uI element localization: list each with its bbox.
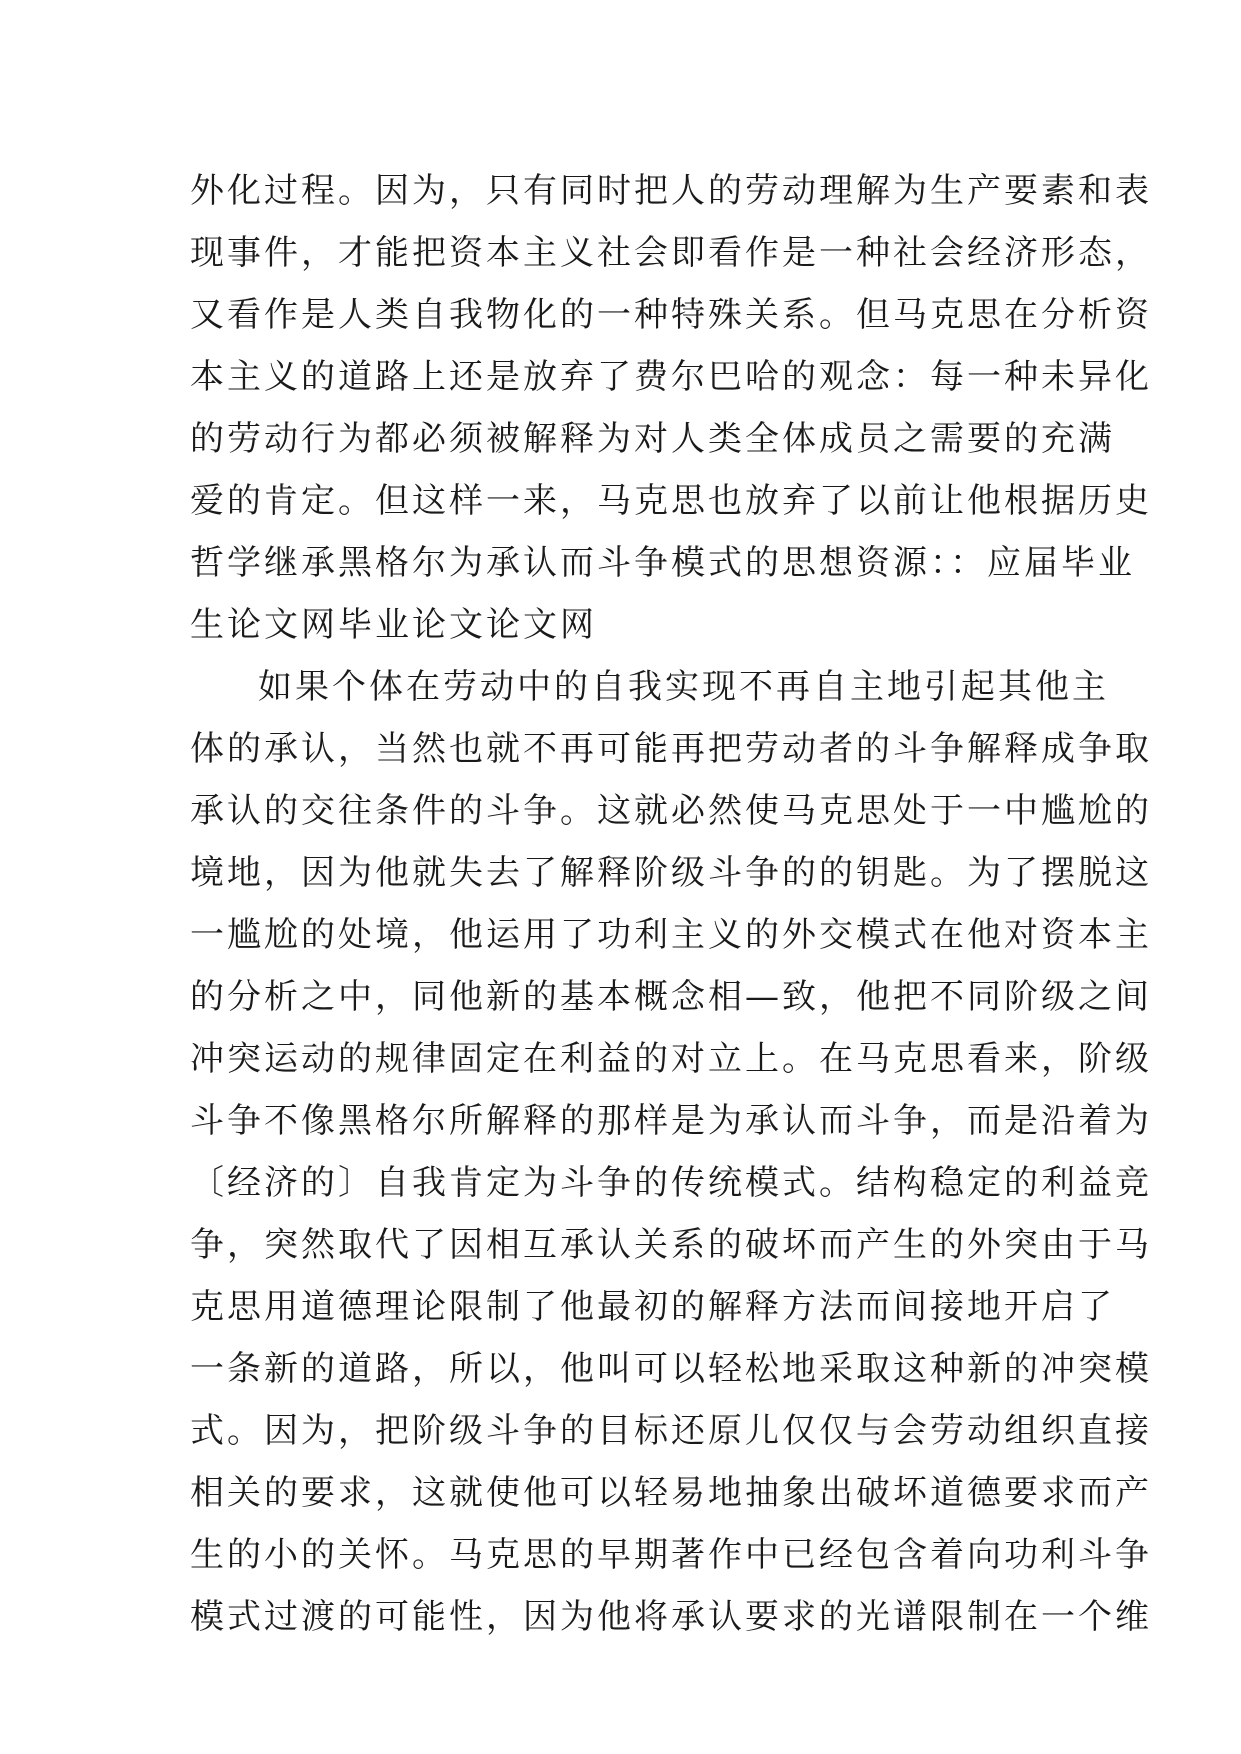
text-line: 争，突然取代了因相互承认关系的破坏而产生的外突由于马 [190,1225,1152,1265]
text-line: 又看作是人类自我物化的一种特殊关系。但马克思在分析资 [190,295,1152,335]
text-line: 哲学继承黑格尔为承认而斗争模式的思想资源：：应届毕业 [190,543,1135,583]
text-line: 承认的交往条件的斗争。这就必然使马克思处于一中尴尬的 [190,791,1152,831]
text-line: 相关的要求，这就使他可以轻易地抽象出破坏道德要求而产 [190,1473,1152,1513]
text-line: 斗争不像黑格尔所解释的那样是为承认而斗争，而是沿着为 [190,1101,1152,1141]
paragraph [190,160,1152,656]
text-line: 现事件，才能把资本主义社会即看作是一种社会经济形态， [190,233,1152,273]
text-line: 体的承认，当然也就不再可能再把劳动者的斗争解释成争取 [190,729,1152,769]
text-line: 模式过渡的可能性，因为他将承认要求的光谱限制在一个维 [190,1597,1152,1637]
text-line: 爱的肯定。但这样一来，马克思也放弃了以前让他根据历史 [190,481,1152,521]
text-line: 一条新的道路，所以，他叫可以轻松地采取这种新的冲突模 [190,1349,1152,1389]
text-line: 境地，因为他就失去了解释阶级斗争的的钥匙。为了摆脱这 [190,853,1152,893]
paragraph [190,656,1152,1648]
text-line: 的分析之中，同他新的基本概念相—致，他把不同阶级之间 [190,977,1152,1017]
text-line: 外化过程。因为，只有同时把人的劳动理解为生产要素和表 [190,171,1152,211]
text-line: 生的小的关怀。马克思的早期著作中已经包含着向功利斗争 [190,1535,1152,1575]
text-line: 克思用道德理论限制了他最初的解释方法而间接地开启了 [190,1287,1115,1327]
text-line: 的劳动行为都必须被解释为对人类全体成员之需要的充满 [190,419,1115,459]
text-line: 〔经济的〕自我肯定为斗争的传统模式。结构稳定的利益竞 [190,1163,1152,1203]
text-line: 如果个体在劳动中的自我实现不再自主地引起其他主 [258,667,1109,707]
text-line: 本主义的道路上还是放弃了费尔巴哈的观念：每一种未异化 [190,357,1152,397]
text-line: 冲突运动的规律固定在利益的对立上。在马克思看来，阶级 [190,1039,1152,1079]
body-text [190,160,1152,1648]
text-line: 式。因为，把阶级斗争的目标还原儿仅仅与会劳动组织直接 [190,1411,1152,1451]
text-line: 一尴尬的处境，他运用了功利主义的外交模式在他对资本主 [190,915,1152,955]
text-line: 生论文网毕业论文论文网 [190,605,597,645]
